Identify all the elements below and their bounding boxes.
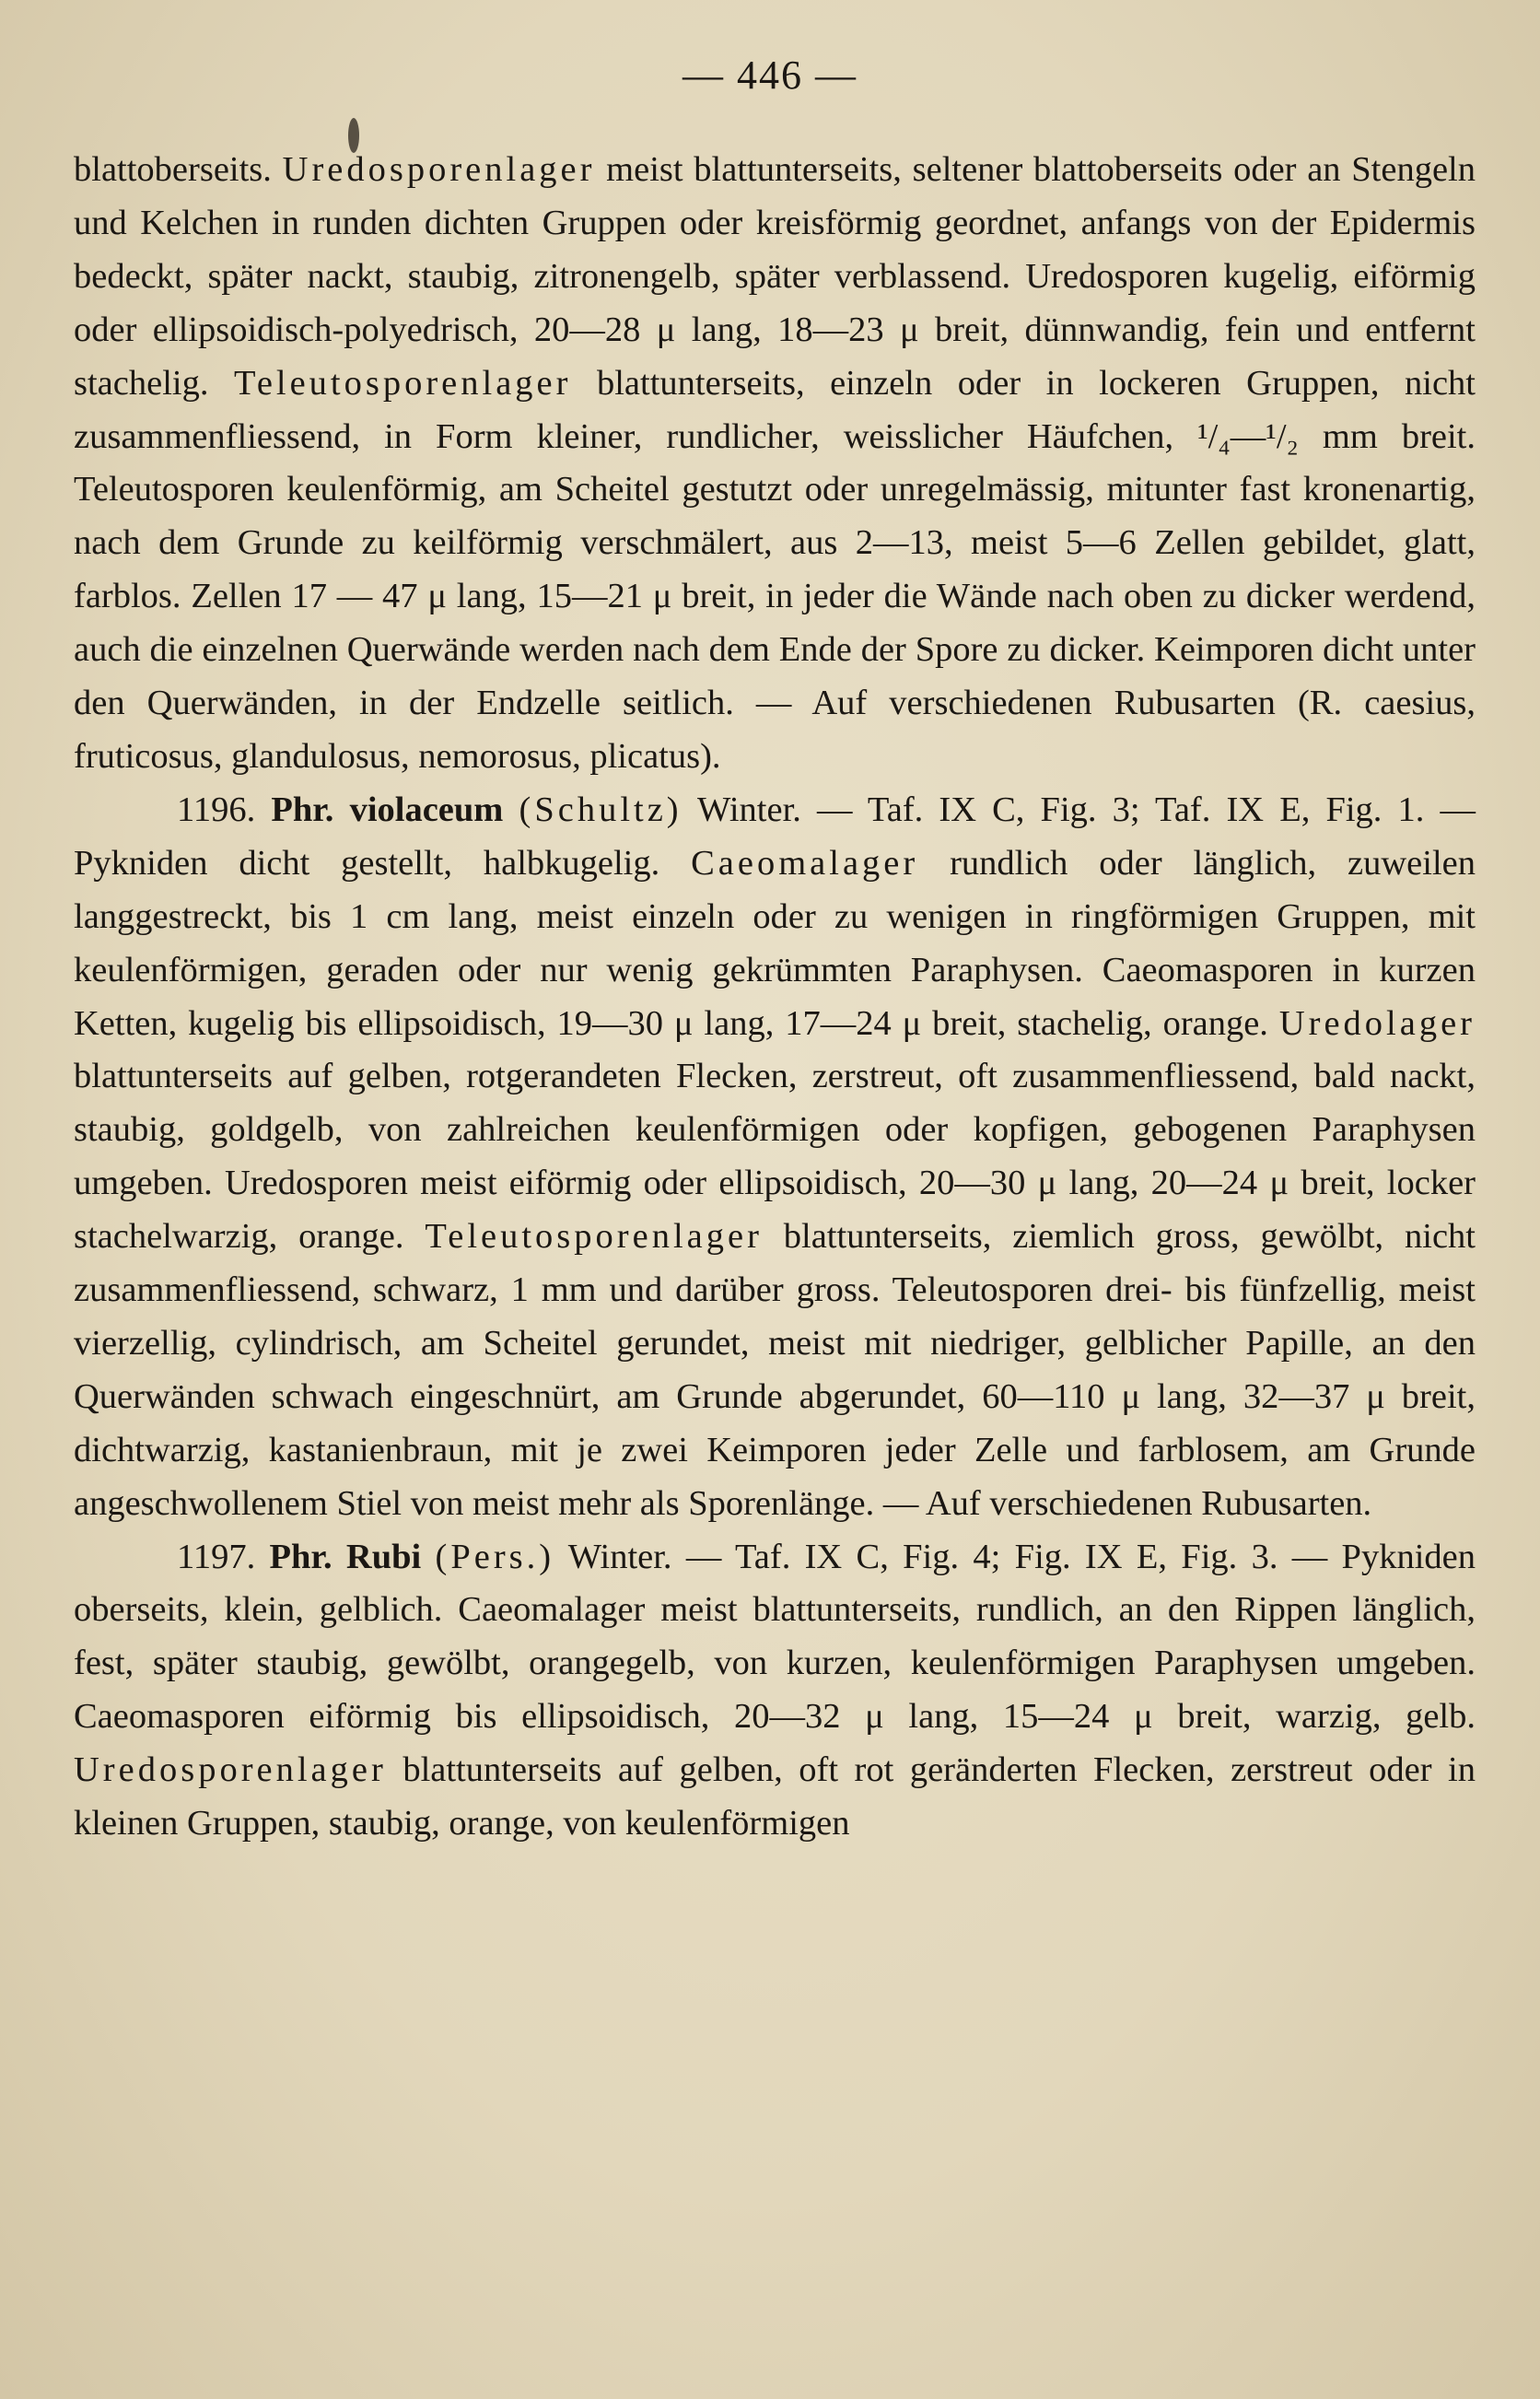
text-run: blattunterseits auf gelben, rotgerandeten Flecken, zerstreut, oft zusammenfliessend, bald nackt, staubig, goldgelb, von zahlreichen keulenförmigen oder kopfigen, gebogenen Paraphysen umgeben. Uredosporen meist eiförmig oder ellipsoidisch, 20—30 μ lang, 20—24 μ breit, locker stachelwarzig, orange. [74,1057,1476,1257]
entry-number: 1197. [177,1537,256,1576]
entry-number: 1196. [177,790,256,829]
text-run: Winter. — Taf. IX C, Fig. 4; Fig. IX E, Fig. 3. — Pykniden oberseits, klein, gelblich. Caeomalager meist blattunterseits, rundlich, an den Rippen länglich, fest, später staubig, gewölbt, orangegelb, von kurzen, keulenförmigen Paraphysen umgeben. Caeomasporen eiförmig bis ellipsoidisch, 20—32 μ lang, 15—24 μ breit, warzig, gelb. [74,1537,1476,1737]
genus-abbrev: Phr. [269,1537,332,1576]
spaced-term-teleutosporenlager: Teleutosporenlager [425,1217,763,1257]
continuation-paragraph [74,144,1476,784]
text-run: rundlich oder länglich, zuweilen langgestreckt, bis 1 cm lang, meist einzeln oder zu wenigen in ringförmigen Gruppen, mit keulenförmigen, geraden oder nur wenig gekrümmten Paraphysen. Caeomasporen in kurzen Ketten, kugelig bis ellipsoidisch, 19—30 μ lang, 17—24 μ breit, stachelig, orange. [74,843,1476,1043]
text-run: Winter. — Taf. IX C, Fig. 3; Taf. IX E, Fig. 1. — Pykniden dicht gestellt, halbkugelig. [74,790,1476,883]
text-run: meist blattunterseits, seltener blattoberseits oder an Stengeln und Kelchen in runden dichten Gruppen oder kreisförmig geordnet, anfangs von der Epidermis bedeckt, später nackt, staubig, zitronengelb, später verblassend. Uredosporen kugelig, eiförmig oder ellipsoidisch-polyedrisch, 20—28 μ lang, 18—23 μ breit, dünnwandig, fein und entfernt stachelig. [74,150,1476,403]
spaced-term-caeomalager: Caeomalager [691,843,919,883]
author-citation: (Pers.) [435,1537,555,1576]
page-number: — 446 — [682,53,858,98]
text-run: blattunterseits, ziemlich gross, gewölbt, nicht zusammenfliessend, schwarz, 1 mm und darüber gross. Teleutosporen drei- bis fünfzellig, meist vierzellig, cylindrisch, am Scheitel gerundet, meist mit niedriger, gelblicher Papille, an den Querwänden schwach eingeschnürt, am Grunde abgerundet, 60—110 μ lang, 32—37 μ breit, dichtwarzig, kastanienbraun, mit je zwei Keimporen jeder Zelle und farblosem, am Grunde angeschwollenem Stiel von meist mehr als Sporenlänge. — Auf verschiedenen Rubusarten. [74,1217,1476,1523]
spaced-term-uredosporenlager: Uredosporenlager [74,1750,387,1790]
species-name: violaceum [349,790,504,829]
genus-abbrev: Phr. [271,790,334,829]
body-text [74,144,1476,1851]
species-name: Rubi [345,1537,422,1576]
author-citation: (Schultz) [519,790,682,829]
spaced-term-uredosporenlager: Uredosporenlager [282,150,596,189]
entry-1196 [74,784,1476,1531]
spaced-term-teleutosporenlager: Teleutosporenlager [233,363,572,403]
text-run: blattunterseits, einzeln oder in lockeren Gruppen, nicht zusammenfliessend, in Form kleiner, rundlicher, weisslicher Häufchen, ¹/₄—¹/₂ mm breit. Teleutosporen keulenförmig, am Scheitel gestutzt oder unregelmässig, mitunter fast kronenartig, nach dem Grunde zu keilförmig verschmälert, aus 2—13, meist 5—6 Zellen gebildet, glatt, farblos. Zellen 17 — 47 μ lang, 15—21 μ breit, in jeder die Wände nach oben zu dicker werdend, auch die einzelnen Querwände werden nach dem Ende der Spore zu dicker. Keimporen dicht unter den Querwänden, in der Endzelle seitlich. — Auf verschiedenen Rubusarten (R. caesius, fruticosus, glandulosus, nemorosus, plicatus). [74,363,1476,776]
spaced-term-uredolager: Uredolager [1278,1003,1476,1043]
text-run: blattunterseits auf gelben, oft rot geränderten Flecken, zerstreut oder in kleinen Gruppen, staubig, orange, von keulenförmigen [74,1750,1476,1843]
entry-1197 [74,1531,1476,1851]
text-run: blattoberseits. [74,150,283,189]
